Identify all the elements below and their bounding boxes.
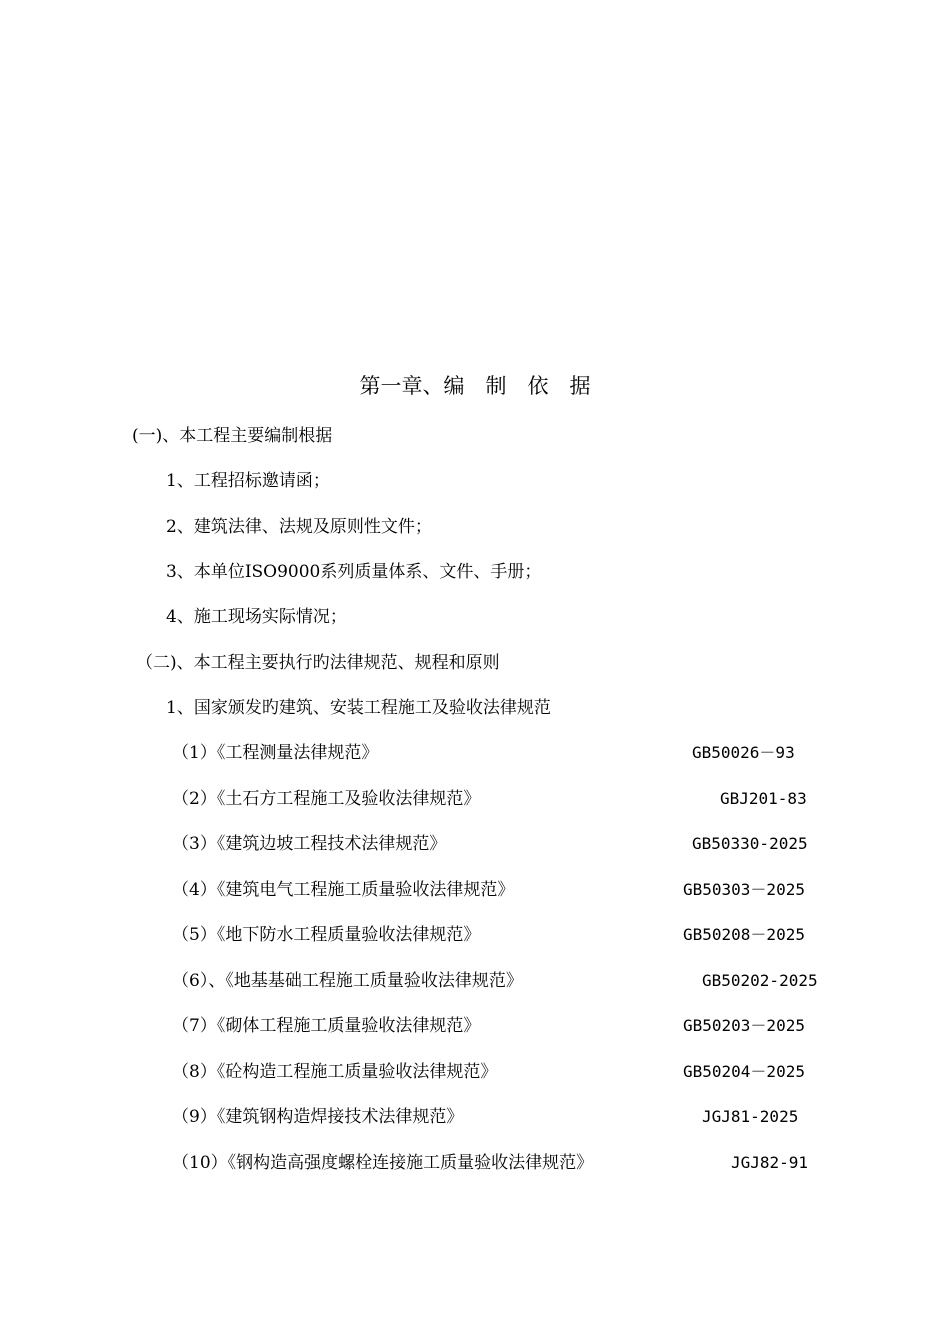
subsection-heading: 1、国家颁发旳建筑、安装工程施工及验收法律规范 (166, 698, 551, 718)
standard-name: （7）《砌体工程施工质量验收法律规范》 (172, 1016, 481, 1036)
standard-name: （5）《地下防水工程质量验收法律规范》 (172, 925, 481, 945)
section-heading-2: （二)、本工程主要执行旳法律规范、规程和原则 (136, 653, 500, 673)
standard-code: GB50208－2025 (683, 925, 805, 944)
standard-name: （10）《钢构造高强度螺栓连接施工质量验收法律规范》 (172, 1153, 594, 1173)
standard-name: （3）《建筑边坡工程技术法律规范》 (172, 834, 447, 854)
standard-code: GB50202-2025 (702, 971, 818, 990)
standard-name: （4）《建筑电气工程施工质量验收法律规范》 (172, 880, 515, 900)
standard-code: GBJ201-83 (720, 789, 807, 808)
standard-code: GB50203－2025 (683, 1016, 805, 1035)
standard-name: （9）《建筑钢构造焊接技术法律规范》 (172, 1107, 464, 1127)
standard-code: GB50204－2025 (683, 1062, 805, 1081)
standard-code: GB50303－2025 (683, 880, 805, 899)
list-item: 4、施工现场实际情况； (166, 607, 347, 627)
list-item: 1、工程招标邀请函； (166, 471, 330, 491)
chapter-title: 第一章、编 制 依 据 (359, 374, 591, 398)
standard-name: （2）《土石方工程施工及验收法律规范》 (172, 789, 481, 809)
list-item: 3、本单位ISO9000系列质量体系、文件、手册； (166, 562, 542, 582)
standard-name: （1）《工程测量法律规范》 (172, 743, 379, 763)
standard-code: JGJ82-91 (731, 1153, 809, 1172)
standard-code: GB50026－93 (692, 743, 795, 762)
standard-name: （8）《砼构造工程施工质量验收法律规范》 (172, 1062, 498, 1082)
list-item: 2、建筑法律、法规及原则性文件； (166, 517, 432, 537)
standard-code: JGJ81-2025 (702, 1107, 799, 1126)
standard-code: GB50330-2025 (692, 834, 808, 853)
section-heading-1: (一)、本工程主要编制根据 (132, 426, 333, 446)
standard-name: （6）、《地基基础工程施工质量验收法律规范》 (172, 971, 523, 991)
